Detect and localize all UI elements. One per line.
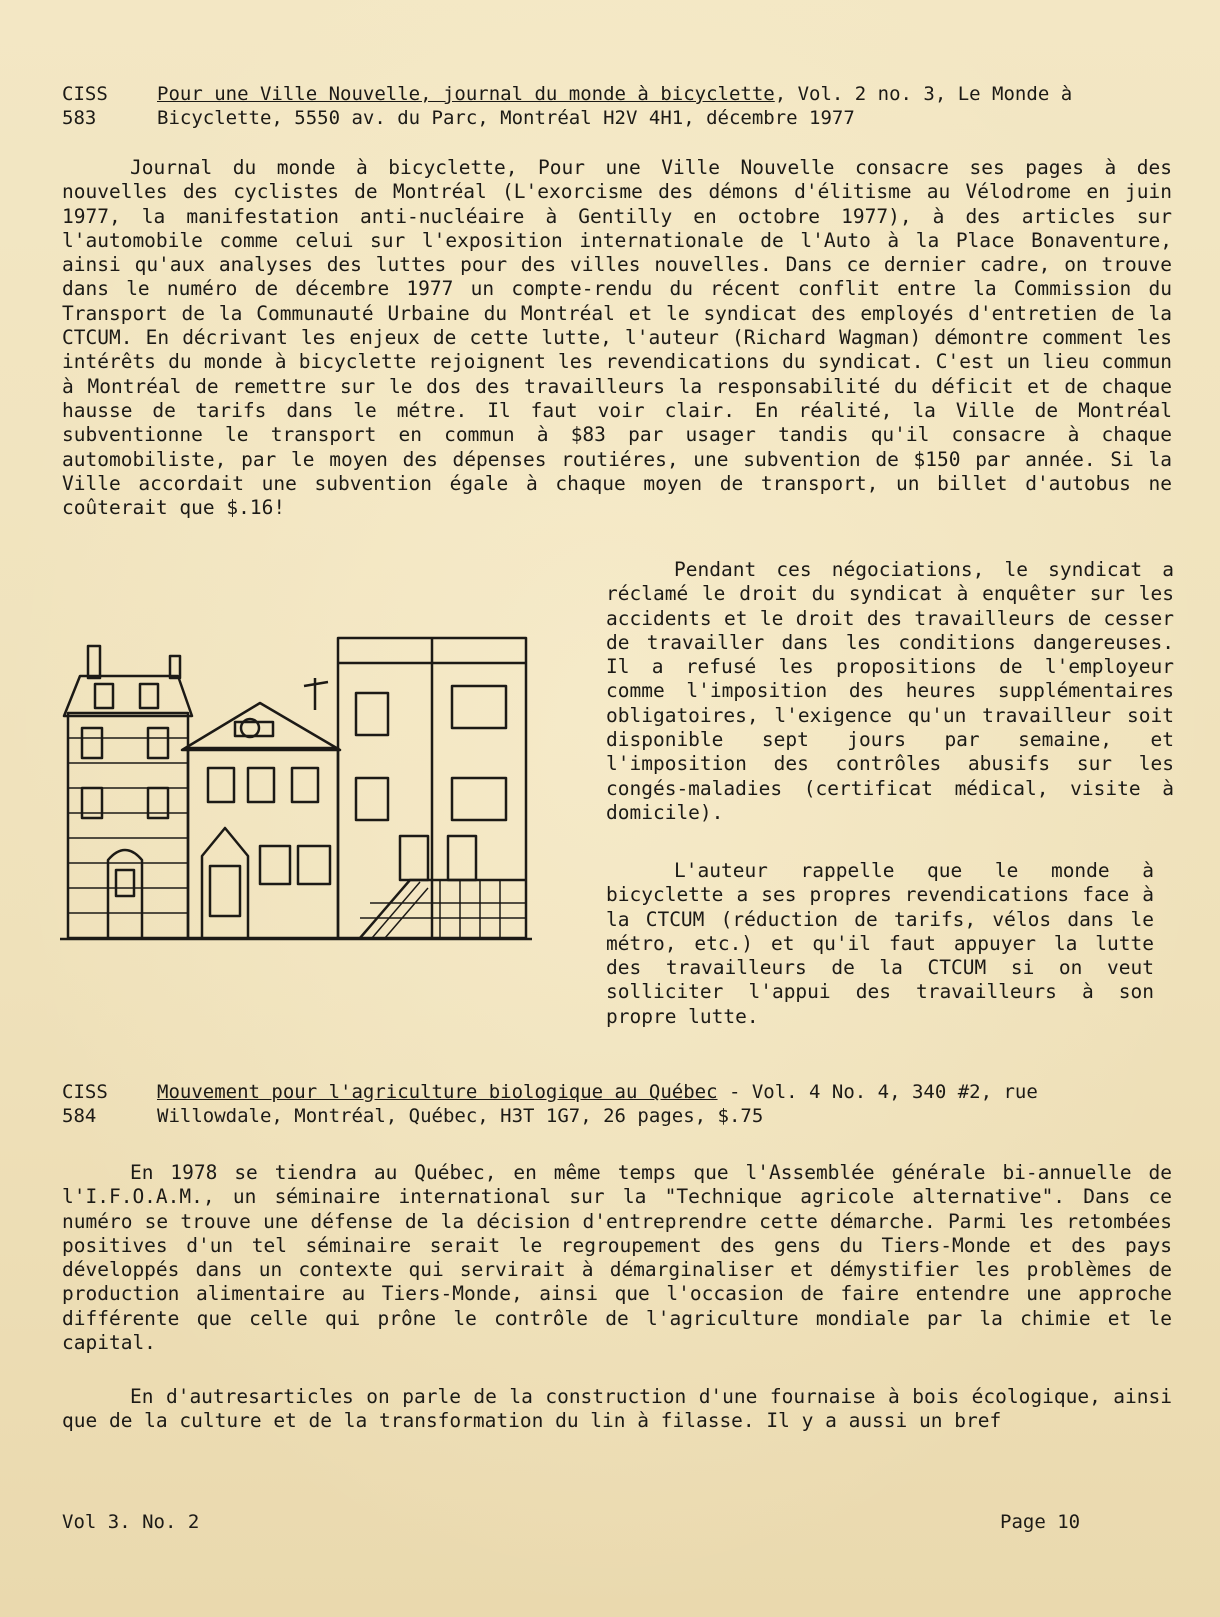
- ciss-number: CISS 583: [62, 83, 108, 129]
- ciss-number: CISS 584: [62, 1081, 108, 1127]
- publication-title: Mouvement pour l'agriculture biologique au Québec: [157, 1081, 718, 1103]
- citation: [157, 82, 1157, 130]
- footer-volume: Vol 3. No. 2: [62, 1511, 200, 1533]
- paragraph: En 1978 se tiendra au Québec, en même temps que l'Assemblée générale bi-annuelle de l'I.F.O.A.M., un séminaire international sur la "Technique agricole alternative". Dans ce numéro se trouve une défense de la décision d'entreprendre cette démarche. Parmi les retombées positives d'un tel séminaire serait le regroupement des gens du Tiers-Monde et des pays développés dans un contexte qui servirait à démarginaliser et démystifier les problèmes de production alimentaire au Tiers-Monde, ainsi que l'occasion de faire entendre une approche différente que celle qui prône le contrôle de l'agriculture mondiale par la chimie et le capital.: [62, 1161, 1172, 1355]
- citation: [157, 1080, 1157, 1128]
- entry-ciss-584: [62, 1080, 1172, 1140]
- paragraph: En d'autresarticles on parle de la construction d'une fournaise à bois écologique, ainsi que de la culture et de la transformation du lin à filasse. Il y a aussi un bref: [62, 1385, 1172, 1433]
- paragraph: L'auteur rappelle que le monde à bicyclette a ses propres revendications face à la CTCUM (réduction de tarifs, vélos dans le métro, etc.) et qu'il faut appuyer la lutte des travailleurs de la CTCUM si on veut solliciter l'appui des travailleurs à son propre lutte.: [606, 859, 1154, 1028]
- row-houses-illustration: [60, 618, 540, 948]
- footer-page-number: Page 10: [1000, 1511, 1081, 1533]
- paragraph: Pendant ces négociations, le syndicat a réclamé le droit du syndicat à enquêter sur les accidents et le droit des travailleurs de cesser de travailler dans les conditions dangereuses. Il a refusé les propositions de l'employeur comme l'imposition des heures supplémentaires obligatoires, l'exigence qu'un travailleur soit disponible sept jours par semaine, et l'imposition des contrôles abusifs sur les congés-maladies (certificat médical, visite à domicile).: [606, 558, 1174, 824]
- publication-title: Pour une Ville Nouvelle, journal du monde à bicyclette: [157, 83, 775, 105]
- paragraph: Journal du monde à bicyclette, Pour une Ville Nouvelle consacre ses pages à des nouvelles des cyclistes de Montréal (L'exorcisme des démons d'élitisme au Vélodrome en juin 1977, la manifestation anti-nucléaire à Gentilly en octobre 1977), à des articles sur l'automobile comme celui sur l'exposition internationale de l'Auto à la Place Bonaventure, ainsi qu'aux analyses des luttes pour des villes nouvelles. Dans ce dernier cadre, on trouve dans le numéro de décembre 1977 un compte-rendu du récent conflit entre la Commission du Transport de la Communauté Urbaine du Montréal et le syndicat des employés d'entretien de la CTCUM. En décrivant les enjeux de cette lutte, l'auteur (Richard Wagman) démontre comment les intérêts du monde à bicyclette rejoignent les revendications du syndicat. C'est un lieu commun à Montréal de remettre sur le dos des travailleurs la responsabilité du déficit et de chaque hausse de tarifs dans le métre. Il faut voir clair. En réalité, la Ville de Montréal subventionne le transport en commun à $83 par usager tandis qu'il consacre à chaque automobiliste, par le moyen des dépenses routiéres, une subvention de $150 par année. Si la Ville accordait une subvention égale à chaque moyen de transport, un billet d'autobus ne coûterait que $.16!: [62, 156, 1172, 520]
- citation-details: , Vol. 2 no. 3, Le Monde à Bicyclette, 5550 av. du Parc, Montréal H2V 4H1, décembre 1977: [157, 83, 1073, 129]
- citation-details: - Vol. 4 No. 4, 340 #2, rue Willowdale, Montréal, Québec, H3T 1G7, 26 pages, $.75: [157, 1081, 1038, 1127]
